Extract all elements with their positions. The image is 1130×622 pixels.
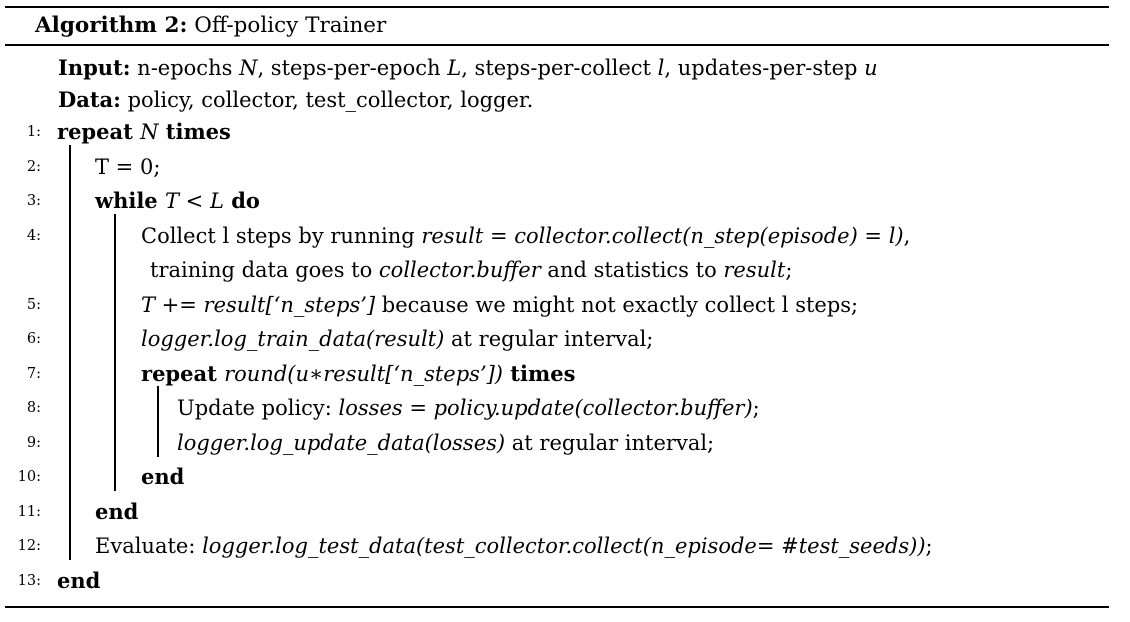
- algorithm-line-9: [0, 428, 1130, 460]
- algorithm-line-12: [0, 531, 1130, 563]
- text-segment: logger.log_update_data(losses): [177, 430, 506, 455]
- algorithm-line-7: [0, 359, 1130, 391]
- text-segment: n-epochs: [130, 56, 240, 80]
- text-segment: collector.buffer: [378, 258, 541, 282]
- line-number: 8:: [26, 400, 41, 416]
- algorithm-caption: [35, 11, 386, 41]
- text-segment: while: [95, 188, 165, 213]
- algorithm-line-4-continuation: [0, 255, 1130, 287]
- text-segment: L: [447, 56, 462, 80]
- algorithm-line-4: [0, 221, 1130, 253]
- text-segment: times: [503, 360, 576, 386]
- text-segment: , steps-per-collect: [461, 56, 658, 80]
- text-segment: at regular interval;: [444, 327, 654, 351]
- text-segment: logger.log_test_data(test_collector.collect(n_episode= #test_seeds)): [202, 534, 926, 558]
- top-rule: [5, 6, 1109, 8]
- algorithm-line-6: [0, 324, 1130, 356]
- text-segment: logger.log_train_data(result): [141, 327, 445, 351]
- text-segment: because we might not exactly collect l steps;: [375, 292, 859, 317]
- text-segment: end: [57, 567, 101, 593]
- text-segment: round(u∗result[‘n_steps’]): [224, 361, 503, 386]
- text-segment: result = collector.collect(n_step(episode) = l): [421, 223, 904, 248]
- text-segment: Evaluate:: [95, 534, 203, 558]
- text-segment: policy, collector, test_collector, logger.: [120, 88, 534, 112]
- algorithm-line-5: [0, 290, 1130, 322]
- text-segment: result: [723, 258, 786, 282]
- line-number: 13:: [17, 572, 41, 589]
- text-segment: , updates-per-step: [664, 56, 865, 80]
- text-segment: u: [864, 56, 878, 80]
- text-segment: l: [657, 56, 665, 80]
- bottom-rule: [5, 606, 1109, 608]
- line-number: 7:: [26, 365, 41, 382]
- algorithm-line-10: [0, 462, 1130, 494]
- text-segment: and statistics to: [540, 258, 724, 282]
- text-segment: N: [239, 56, 258, 80]
- text-segment: T = 0;: [95, 154, 161, 179]
- text-segment: do: [223, 188, 260, 213]
- text-segment: , steps-per-epoch: [257, 56, 448, 80]
- text-segment: training data goes to: [150, 258, 379, 282]
- line-number: 5:: [26, 296, 41, 313]
- text-segment: repeat: [141, 360, 225, 386]
- data-line: [0, 85, 1130, 117]
- text-segment: at regular interval;: [505, 430, 715, 455]
- line-number: 9:: [26, 434, 41, 451]
- line-number: 11:: [17, 503, 41, 520]
- line-number: 12:: [17, 538, 41, 554]
- text-segment: T < L: [164, 189, 224, 213]
- input-line: [0, 53, 1130, 85]
- text-segment: Data:: [58, 87, 121, 112]
- text-segment: N: [140, 120, 159, 144]
- text-segment: end: [141, 464, 185, 489]
- line-number: 3:: [26, 193, 41, 209]
- text-segment: Algorithm 2:: [35, 13, 188, 38]
- algorithm-line-13: [0, 566, 1130, 598]
- text-segment: Collect l steps by running: [141, 223, 422, 248]
- line-number: 4:: [26, 227, 41, 244]
- text-segment: ,: [903, 223, 911, 248]
- algorithm-line-11: [0, 497, 1130, 529]
- text-segment: losses = policy.update(collector.buffer): [338, 396, 753, 420]
- text-segment: end: [95, 498, 139, 524]
- text-segment: ;: [785, 258, 793, 282]
- line-number: 1:: [26, 124, 41, 140]
- text-segment: Input:: [58, 55, 131, 80]
- text-segment: times: [158, 119, 231, 144]
- line-number: 6:: [26, 331, 41, 347]
- text-segment: Off-policy Trainer: [187, 13, 387, 38]
- line-number: 10:: [17, 469, 41, 485]
- text-segment: Update policy:: [177, 396, 339, 420]
- text-segment: T += result[‘n_steps’]: [141, 292, 376, 317]
- caption-rule: [5, 44, 1109, 46]
- text-segment: ;: [752, 396, 760, 420]
- algorithm-line-3: [0, 186, 1130, 218]
- text-segment: ;: [925, 534, 933, 558]
- algorithm-line-1: [0, 117, 1130, 149]
- text-segment: repeat: [57, 119, 141, 144]
- algorithm-line-8: [0, 393, 1130, 425]
- algorithm-line-2: [0, 152, 1130, 184]
- line-number: 2:: [26, 158, 41, 175]
